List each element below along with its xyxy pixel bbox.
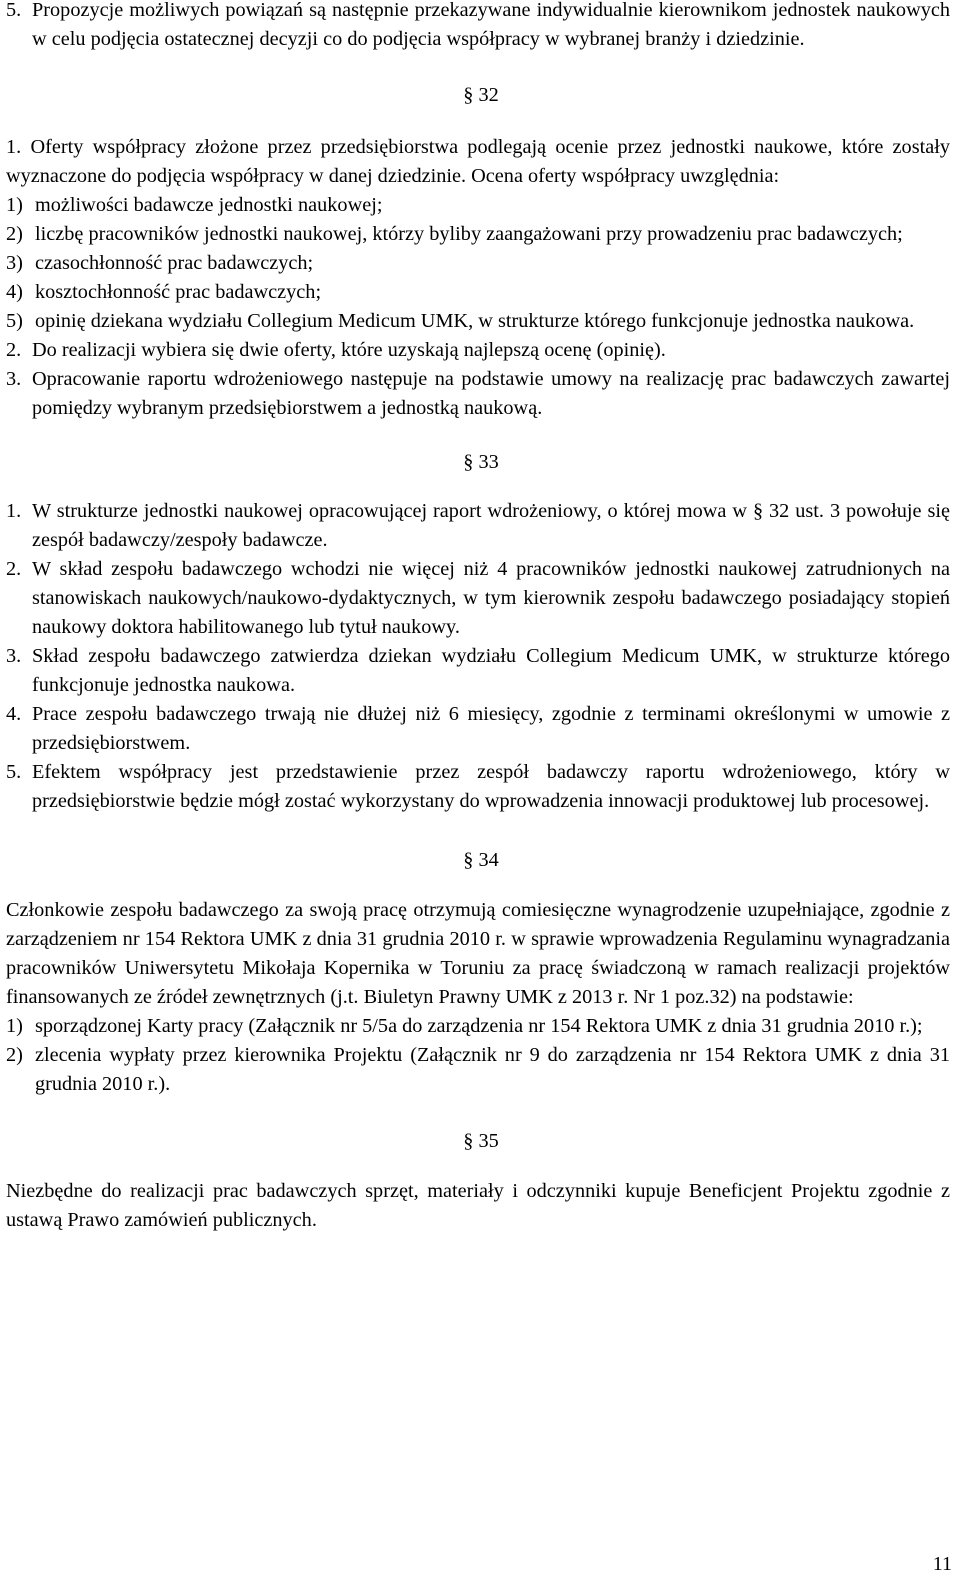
paragraph-text [6,133,950,191]
paragraph [6,642,950,700]
paragraph-body: Oferty współpracy złożone przez przedsiębiorstwa podlegają ocenie przez jednostki naukowe, które zostały wyznaczone do podjęcia współpracy w danej dziedzinie. Ocena oferty współpracy uwzględnia: [6,136,950,187]
list-item-text: sporządzonej Karty pracy (Załącznik nr 5/5a do zarządzenia nr 154 Rektora UMK z dnia 31 grudnia 2010 r.); [35,1015,923,1037]
paragraph-number: 1. [6,136,22,158]
list-item-text: czasochłonność prac badawczych; [35,252,314,274]
list-item-text: zlecenia wypłaty przez kierownika Projektu (Załącznik nr 9 do zarządzenia nr 154 Rektora UMK z dnia 31 grudnia 2010 r.). [35,1044,950,1095]
paragraph-text: Opracowanie raportu wdrożeniowego następuje na podstawie umowy na realizację prac badawczych zawartej pomiędzy wybranym przedsiębiorstwem a jednostką naukową. [32,368,950,419]
list-item-text: możliwości badawcze jednostki naukowej; [35,194,383,216]
section-heading-32: § 32 [463,84,499,106]
list-item-number: 3) [6,252,23,274]
section-32-paragraph-1 [6,133,950,191]
section-33-paragraphs [6,497,950,816]
list-item-number: 2) [6,1044,23,1066]
paragraph [6,497,950,555]
document-page [6,0,950,1235]
list-item [6,249,950,278]
page-number: 11 [932,1553,952,1575]
paragraph-number: 1. [6,500,22,522]
list-item [6,278,950,307]
paragraph-text: Do realizacji wybiera się dwie oferty, które uzyskają najlepszą ocenę (opinię). [32,339,666,361]
section-heading-35: § 35 [463,1130,499,1152]
section-34-list [6,1012,950,1099]
list-item-text: liczbę pracowników jednostki naukowej, którzy byliby zaangażowani przy prowadzeniu prac badawczych; [35,223,903,245]
paragraph-number: 3. [6,368,22,390]
paragraph-text: W skład zespołu badawczego wchodzi nie więcej niż 4 pracowników jednostki naukowej zatrudnionych na stanowiskach naukowych/naukowo-dydaktycznych, w tym kierownik zespołu badawczego posiadający stopień naukowy doktora habilitowanego lub tytuł naukowy. [32,558,950,638]
paragraph-number: 2. [6,558,22,580]
paragraph-number: 5. [6,0,22,21]
paragraph-text: Prace zespołu badawczego trwają nie dłużej niż 6 miesięcy, zgodnie z terminami określonymi w umowie z przedsiębiorstwem. [32,703,950,754]
section-32-paragraph-2 [6,336,950,365]
section-heading-33: § 33 [463,451,499,473]
list-item-text: opinię dziekana wydziału Collegium Medicum UMK, w strukturze którego funkcjonuje jednostka naukowa. [35,310,915,332]
list-item [6,307,950,336]
list-item [6,191,950,220]
paragraph [6,555,950,642]
paragraph-number: 5. [6,761,22,783]
paragraph [6,758,950,816]
paragraph-5 [6,0,950,54]
list-item [6,1012,950,1041]
paragraph-text: Skład zespołu badawczego zatwierdza dziekan wydziału Collegium Medicum UMK, w strukturze którego funkcjonuje jednostka naukowa. [32,645,950,696]
paragraph-number: 3. [6,645,22,667]
list-item-number: 2) [6,223,23,245]
list-item-number: 4) [6,281,23,303]
paragraph-number: 2. [6,339,22,361]
list-item-number: 1) [6,1015,23,1037]
section-32-paragraph-3 [6,365,950,423]
section-34-intro: Członkowie zespołu badawczego za swoją pracę otrzymują comiesięczne wynagrodzenie uzupełniające, zgodnie z zarządzeniem nr 154 Rektora UMK z dnia 31 grudnia 2010 r. w sprawie wprowadzenia Regulaminu wynagradzania pracowników Uniwersytetu Mikołaja Kopernika w Toruniu za pracę świadczoną w ramach realizacji projektów finansowanych ze źródeł zewnętrznych (j.t. Biuletyn Prawny UMK z 2013 r. Nr 1 poz.32) na podstawie: [6,899,950,1008]
paragraph-text: Propozycje możliwych powiązań są następnie przekazywane indywidualnie kierownikom jednostek naukowych w celu podjęcia ostatecznej decyzji co do podjęcia współpracy w wybranej branży i dziedzinie. [32,0,950,50]
paragraph [6,700,950,758]
list-item-text: kosztochłonność prac badawczych; [35,281,322,303]
paragraph-text: W strukturze jednostki naukowej opracowującej raport wdrożeniowy, o której mowa w § 32 ust. 3 powołuje się zespół badawczy/zespoły badawcze. [32,500,950,551]
section-heading-34: § 34 [463,849,499,871]
list-item [6,220,950,249]
list-item-number: 5) [6,310,23,332]
section-35-text: Niezbędne do realizacji prac badawczych sprzęt, materiały i odczynniki kupuje Beneficjent Projektu zgodnie z ustawą Prawo zamówień publicznych. [6,1180,950,1231]
paragraph-text: Efektem współpracy jest przedstawienie przez zespół badawczy raportu wdrożeniowego, który w przedsiębiorstwie będzie mógł zostać wykorzystany do wprowadzenia innowacji produktowej lub procesowej. [32,761,950,812]
evaluation-criteria-list [6,191,950,336]
list-item [6,1041,950,1099]
list-item-number: 1) [6,194,23,216]
paragraph-number: 4. [6,703,22,725]
